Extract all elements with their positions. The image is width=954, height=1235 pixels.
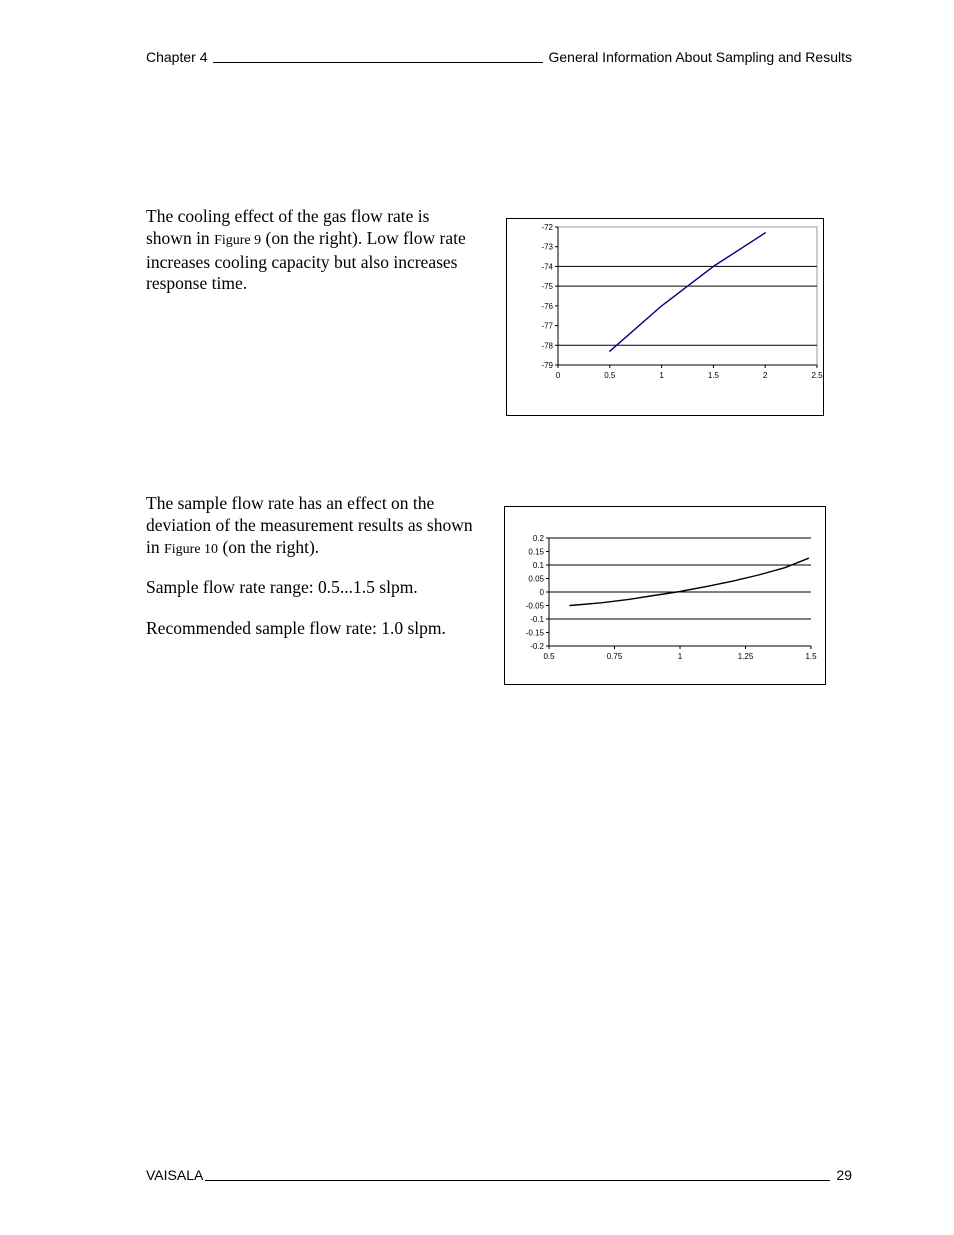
sample-flow-text-b: (on the right). — [218, 536, 320, 557]
figure-9-y-tick-label: -79 — [541, 361, 553, 370]
figure-10-y-tick-label: -0.1 — [530, 615, 544, 624]
figure-9-x-tick-label: 2 — [762, 371, 768, 380]
header-rule — [213, 62, 543, 63]
figure-9-x-tick-label: 2.5 — [811, 371, 823, 380]
figure-9-y-tick-label: -75 — [541, 282, 553, 292]
footer-company: VAISALA — [146, 1167, 204, 1183]
figure-10-x-tick-label: 0.5 — [543, 652, 555, 661]
header-title: General Information About Sampling and Results — [548, 49, 852, 65]
figure-9-plot-area — [558, 227, 817, 365]
figure-9-x-tick-label: 0 — [555, 371, 561, 380]
header-chapter: Chapter 4 — [146, 49, 208, 65]
figure-9-series-line — [610, 233, 765, 351]
figure-10-y-tick-label: -0.15 — [525, 628, 544, 638]
figure-9-y-tick-label: -77 — [541, 321, 553, 331]
figure-10-y-tick-label: -0.2 — [530, 642, 544, 651]
figure-9-y-tick-label: -74 — [541, 262, 553, 272]
figure-9-y-tick-label: -72 — [541, 223, 553, 232]
cooling-effect-paragraph — [146, 206, 476, 295]
figure-10-y-tick-label: -0.05 — [525, 601, 544, 611]
cooling-text-b: (on the right). Low flow rate increases cooling capacity but also increases response time. — [146, 227, 466, 294]
figure-9-x-tick-label: 1 — [659, 371, 664, 380]
figure-10-x-tick-label: 0.75 — [606, 652, 623, 661]
figure-9-x-tick-label: 1.5 — [707, 371, 719, 380]
figure-9-y-tick-label: -76 — [541, 301, 553, 311]
figure-10-x-tick-label: 1 — [677, 652, 683, 661]
recommended-flow-paragraph: Recommended sample flow rate: 1.0 slpm. — [146, 618, 446, 638]
figure-10-y-tick-label: 0.1 — [532, 561, 544, 570]
figure-9-reference[interactable]: Figure 9 — [214, 232, 262, 248]
figure-10-y-tick-label: 0 — [539, 588, 544, 597]
figure-10-x-tick-label: 1.25 — [737, 652, 754, 661]
figure-10-chart — [504, 506, 826, 685]
footer-rule — [205, 1180, 830, 1181]
figure-10-x-tick-label: 1.5 — [805, 652, 817, 661]
sample-flow-text-a: The sample flow rate has an effect on the deviation of the measurement results as shown in — [146, 493, 473, 557]
page-number: 29 — [836, 1167, 852, 1183]
figure-9-chart — [506, 218, 824, 416]
figure-9-y-tick-label: -73 — [541, 242, 553, 252]
sample-flow-paragraph — [146, 493, 476, 560]
figure-10-y-tick-label: 0.15 — [528, 547, 544, 557]
page-footer — [146, 1167, 852, 1183]
flow-range-paragraph: Sample flow rate range: 0.5...1.5 slpm. — [146, 577, 418, 597]
cooling-text-a: The cooling effect of the gas flow rate is shown in — [146, 206, 430, 248]
figure-10-reference[interactable]: Figure 10 — [164, 541, 219, 557]
figure-9-x-tick-label: 0.5 — [604, 371, 616, 380]
figure-10-plot — [505, 507, 827, 686]
page-header — [146, 49, 852, 65]
figure-10-y-tick-label: 0.05 — [528, 574, 544, 584]
figure-10-y-tick-label: 0.2 — [532, 534, 544, 543]
figure-9-y-tick-label: -78 — [541, 341, 553, 351]
figure-9-plot — [507, 219, 825, 417]
